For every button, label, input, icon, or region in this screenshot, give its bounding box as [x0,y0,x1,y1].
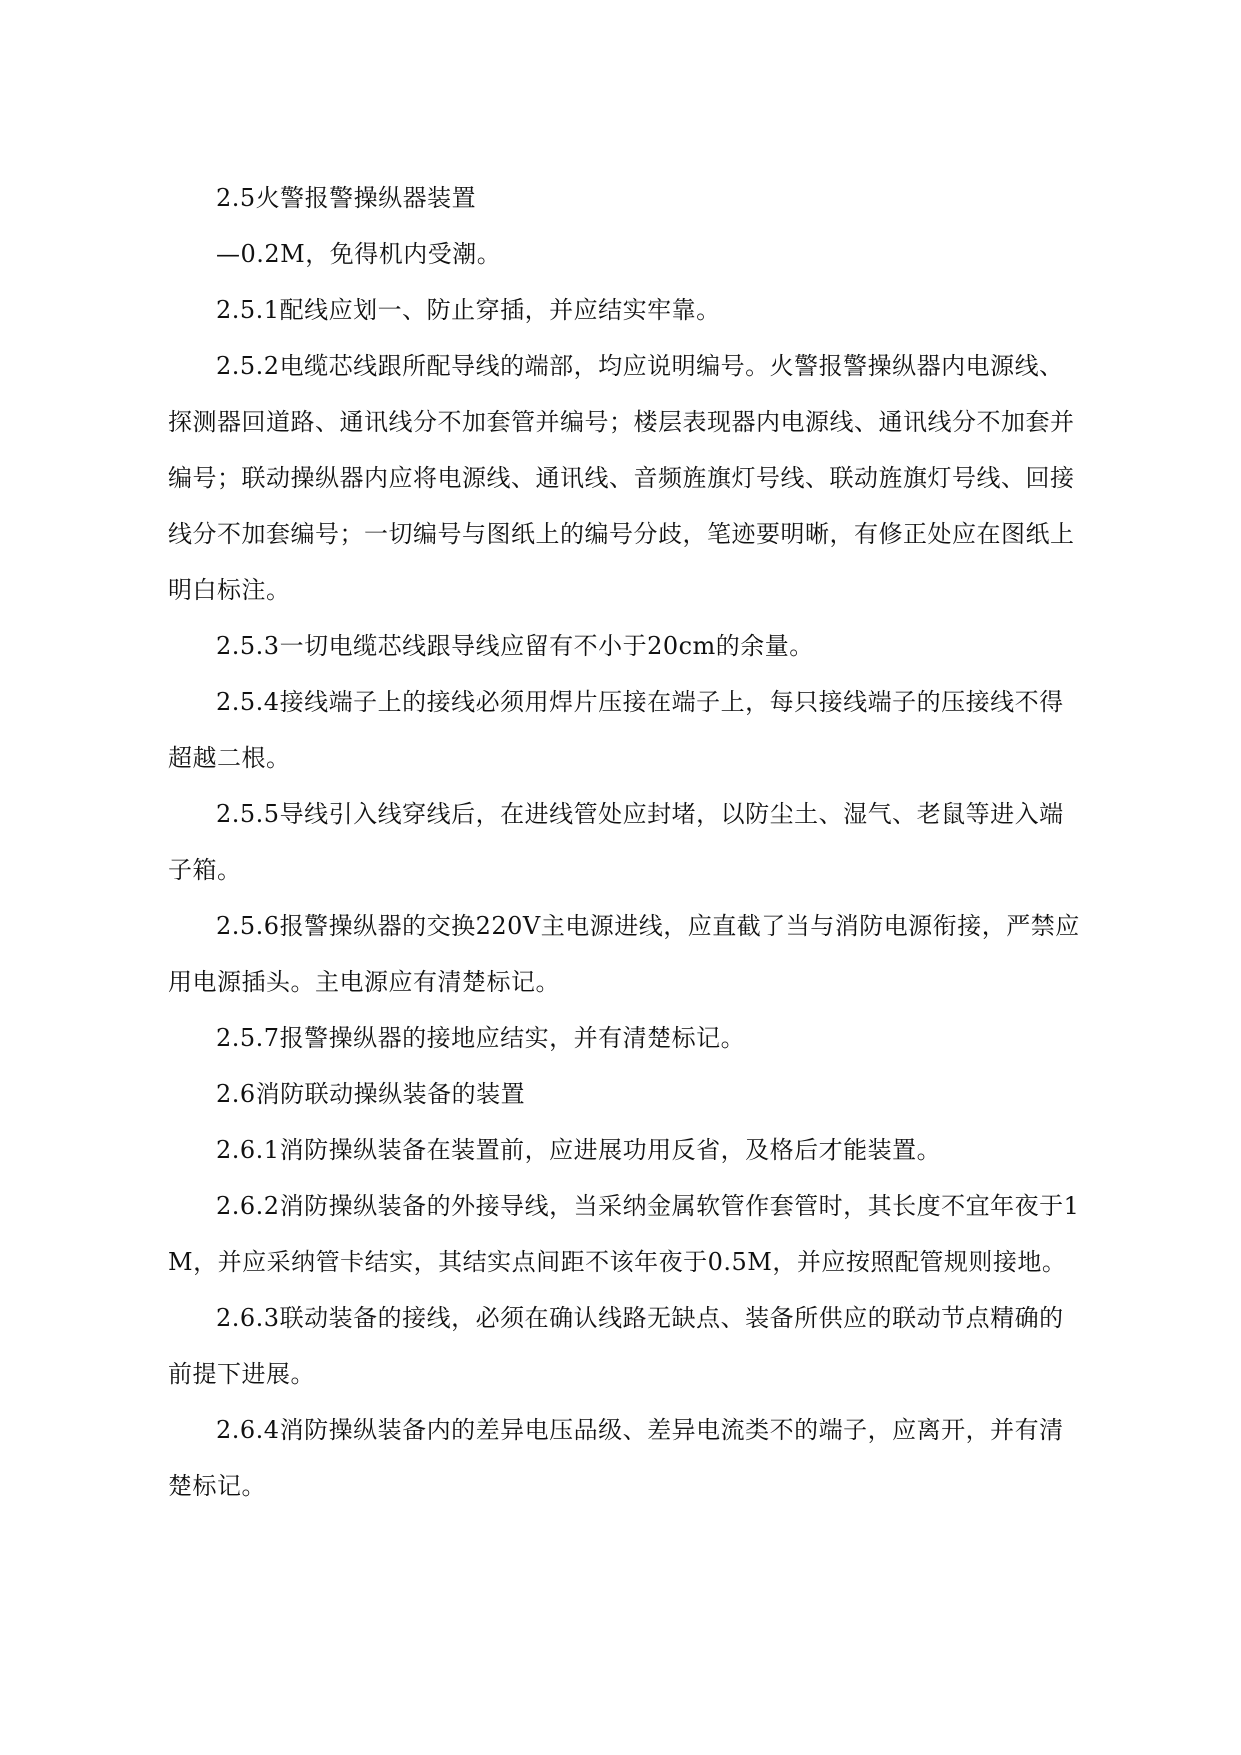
paragraph-2-5-2: 2.5.2电缆芯线跟所配导线的端部，均应说明编号。火警报警操纵器内电源线、探测器回道路、通讯线分不加套管并编号；楼层表现器内电源线、通讯线分不加套并编号；联动操纵器内应将电源线、通讯线、音频旌旗灯号线、联动旌旗灯号线、回接线分不加套编号；一切编号与图纸上的编号分歧，笔迹要明晰，有修正处应在图纸上明白标注。 [168,352,1075,604]
paragraph-2-6-3: 2.6.3联动装备的接线，必须在确认线路无缺点、装备所供应的联动节点精确的前提下进展。 [168,1304,1064,1388]
paragraph-2-5-6: 2.5.6报警操纵器的交换220V主电源进线，应直截了当与消防电源衔接，严禁应用电源插头。主电源应有清楚标记。 [168,912,1080,996]
section-heading-2-6: 2.6消防联动操纵装备的装置 [216,1080,526,1108]
paragraph-2-5-4: 2.5.4接线端子上的接线必须用焊片压接在端子上，每只接线端子的压接线不得超越二根。 [168,688,1064,772]
document-body [168,170,1080,1514]
paragraph-2-6-2: 2.6.2消防操纵装备的外接导线，当采纳金属软管作套管时，其长度不宜年夜于1M，并应采纳管卡结实，其结实点间距不该年夜于0.5M，并应按照配管规则接地。 [168,1192,1080,1276]
paragraph-2-5-5: 2.5.5导线引入线穿线后，在进线管处应封堵，以防尘土、湿气、老鼠等进入端子箱。 [168,800,1064,884]
section-heading-2-5: 2.5火警报警操纵器装置 [216,184,477,212]
paragraph-2-5-7: 2.5.7报警操纵器的接地应结实，并有清楚标记。 [216,1024,746,1052]
paragraph-moisture-note: —0.2M，免得机内受潮。 [216,240,502,268]
paragraph-2-5-3: 2.5.3一切电缆芯线跟导线应留有不小于20cm的余量。 [216,632,814,660]
paragraph-2-6-4: 2.6.4消防操纵装备内的差异电压品级、差异电流类不的端子，应离开，并有清楚标记。 [168,1416,1064,1500]
paragraph-2-5-1: 2.5.1配线应划一、防止穿插，并应结实牢靠。 [216,296,721,324]
paragraph-2-6-1: 2.6.1消防操纵装备在装置前，应进展功用反省，及格后才能装置。 [216,1136,942,1164]
